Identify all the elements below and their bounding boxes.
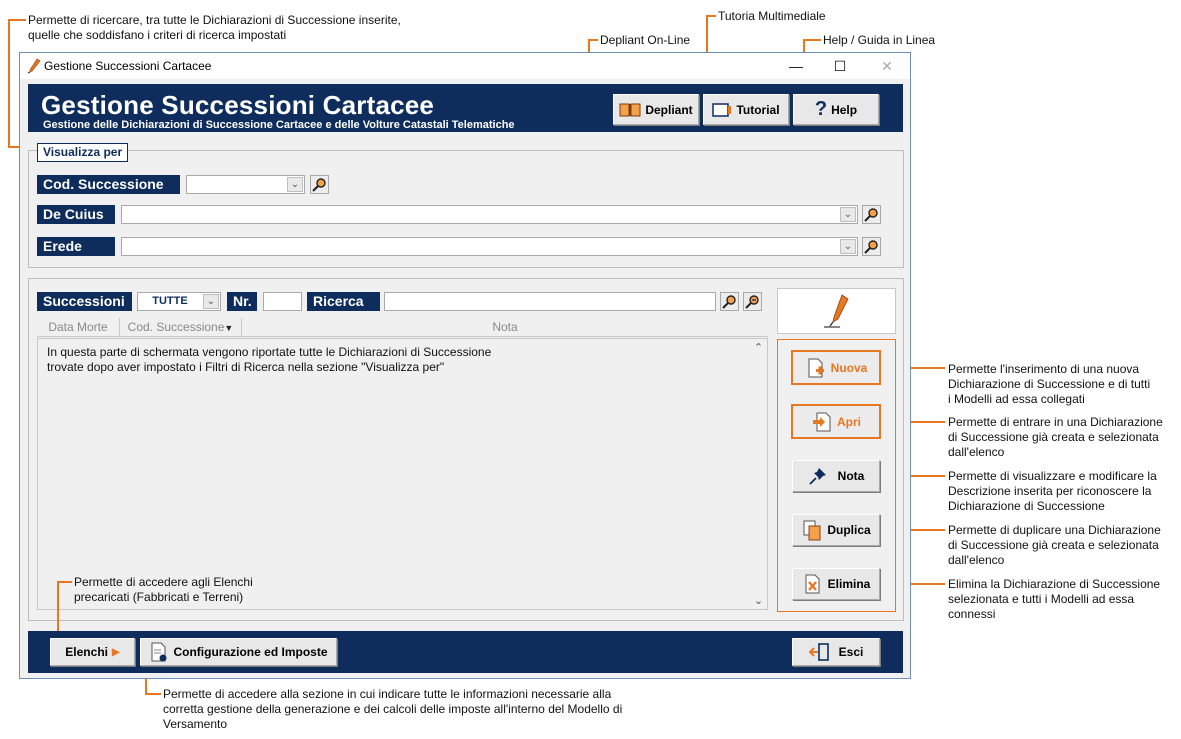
help-label: Help (831, 102, 858, 117)
book-icon (619, 102, 641, 118)
chevron-down-icon[interactable]: ⌄ (840, 239, 856, 254)
settings-document-icon (149, 641, 169, 663)
esci-label: Esci (838, 645, 864, 659)
annotation-nota: Permette di visualizzare e modificare la Descrizione inserita per riconoscere la Dichiarazione di Successione (948, 469, 1157, 513)
feather-pen-logo-icon (778, 289, 895, 333)
app-logo-box (777, 288, 896, 334)
banner-title: Gestione Successioni Cartacee (41, 90, 435, 120)
magnifier-icon (311, 176, 328, 193)
configurazione-label: Configurazione ed Imposte (173, 645, 328, 659)
erede-combo[interactable] (121, 237, 858, 256)
delete-document-icon (802, 573, 824, 595)
vertical-scrollbar[interactable] (750, 339, 767, 609)
search-cod-successione-button[interactable] (310, 175, 329, 194)
annotation-configurazione: Permette di accedere alla sezione in cui indicare tutte le informazioni necessarie alla corretta gestione della generazione e dei calcoli delle imposte all'interno del Modello di Versamento (163, 687, 623, 731)
title-bar (20, 53, 910, 79)
new-document-icon (805, 357, 827, 379)
depliant-button[interactable] (613, 94, 699, 125)
erede-label: Erede (37, 237, 115, 256)
elimina-label: Elimina (827, 577, 871, 591)
nr-input[interactable] (263, 292, 302, 311)
annotation-duplica: Permette di duplicare una Dichiarazione di Successione già creata e selezionata dall'elenco (948, 523, 1161, 567)
column-cod-successione[interactable] (120, 318, 242, 337)
callout-line (803, 39, 821, 41)
column-data-morte[interactable]: Data Morte (37, 318, 120, 337)
cod-successione-combo[interactable] (186, 175, 305, 194)
column-cod-successione-label: Cod. Successione (127, 320, 225, 334)
list-placeholder-message: In questa parte di schermata vengono riportate tutte le Dichiarazioni di Successione trovate dopo aver impostato i Filtri di Ricerca nella sezione "Visualizza per" (47, 345, 492, 374)
ricerca-search-button[interactable] (720, 292, 739, 311)
callout-line (57, 581, 72, 583)
elimina-button[interactable] (792, 568, 880, 600)
de-cuius-combo[interactable] (121, 205, 858, 224)
app-window (19, 52, 911, 679)
annotation-elimina: Elimina la Dichiarazione di Successione selezionata e tutti i Modelli ad essa connessi (948, 577, 1161, 621)
annotation-depliant: Depliant On-Line (600, 33, 691, 47)
annotation-search: Permette di ricercare, tra tutte le Dichiarazioni di Successione inserite, quelle che soddisfano i criteri di ricerca impostati (28, 13, 401, 42)
duplica-label: Duplica (827, 523, 871, 537)
depliant-label: Depliant (645, 102, 693, 117)
chevron-down-icon[interactable]: ⌄ (840, 207, 856, 222)
ricerca-label: Ricerca (307, 292, 380, 311)
help-button[interactable] (793, 94, 879, 125)
configurazione-button[interactable] (140, 638, 337, 666)
annotation-nuova: Permette l'inserimento di una nuova Dichiarazione di Successione e di tutti i Modelli ad essa collegati (948, 362, 1151, 406)
open-document-icon (811, 411, 833, 433)
annotation-elenchi: Permette di accedere agli Elenchi precaricati (Fabbricati e Terreni) (74, 575, 253, 604)
search-de-cuius-button[interactable] (862, 205, 881, 224)
apri-label: Apri (837, 414, 861, 429)
callout-line (8, 19, 26, 21)
ricerca-input[interactable] (384, 292, 716, 311)
successioni-list[interactable] (37, 338, 768, 610)
duplicate-document-icon (801, 519, 823, 541)
nr-label: Nr. (227, 292, 257, 311)
tutorial-button[interactable] (703, 94, 789, 125)
apri-button[interactable] (791, 404, 881, 439)
search-erede-button[interactable] (862, 237, 881, 256)
elenchi-button[interactable] (50, 638, 135, 666)
scroll-up-icon[interactable]: ⌃ (753, 342, 764, 354)
scroll-down-icon[interactable]: ⌄ (753, 595, 764, 607)
successioni-filter-combo[interactable] (137, 292, 221, 311)
annotation-apri: Permette di entrare in una Dichiarazione di Successione già creata e selezionata dall'elenco (948, 415, 1163, 459)
magnifier-plus-icon (744, 293, 761, 310)
chevron-down-icon[interactable]: ⌄ (287, 177, 303, 192)
de-cuius-label: De Cuius (37, 205, 115, 224)
nuova-button[interactable] (791, 350, 881, 385)
chevron-down-icon[interactable]: ⌄ (203, 294, 219, 309)
column-nota[interactable]: Nota (492, 320, 518, 334)
elenchi-label: Elenchi (65, 645, 108, 659)
tutorial-screen-icon (712, 102, 732, 118)
nuova-label: Nuova (830, 360, 868, 375)
question-mark-icon: ? (814, 98, 828, 120)
visualizza-per-legend: Visualizza per (37, 143, 128, 162)
exit-door-icon (809, 642, 831, 662)
banner-subtitle: Gestione delle Dichiarazioni di Successione Cartacee e delle Volture Catastali Telematiche (43, 119, 515, 131)
successioni-label: Successioni (37, 292, 132, 311)
successioni-filter-value: TUTTE (152, 295, 188, 307)
callout-line (145, 693, 161, 695)
window-title: Gestione Successioni Cartacee (44, 59, 212, 73)
esci-button[interactable] (792, 638, 880, 666)
tutorial-label: Tutorial (736, 102, 780, 117)
annotation-tutorial: Tutoria Multimediale (718, 9, 826, 23)
nota-label: Nota (837, 469, 865, 483)
pushpin-icon (808, 466, 828, 486)
duplica-button[interactable] (792, 514, 880, 546)
magnifier-icon (863, 238, 880, 255)
magnifier-icon (863, 206, 880, 223)
annotation-help: Help / Guida in Linea (823, 33, 936, 47)
sort-arrow-icon: ▼ (224, 323, 234, 333)
ricerca-advanced-search-button[interactable] (743, 292, 762, 311)
cod-successione-label: Cod. Successione (37, 175, 180, 194)
maximize-button[interactable]: ☐ (833, 58, 847, 74)
feather-pen-icon (26, 58, 42, 74)
magnifier-icon (721, 293, 738, 310)
close-button[interactable]: ✕ (881, 58, 893, 74)
callout-line (8, 19, 10, 148)
minimize-button[interactable]: — (789, 58, 803, 74)
nota-button[interactable] (792, 460, 880, 492)
grid-header (37, 318, 768, 337)
play-arrow-icon: ▶ (111, 646, 120, 658)
